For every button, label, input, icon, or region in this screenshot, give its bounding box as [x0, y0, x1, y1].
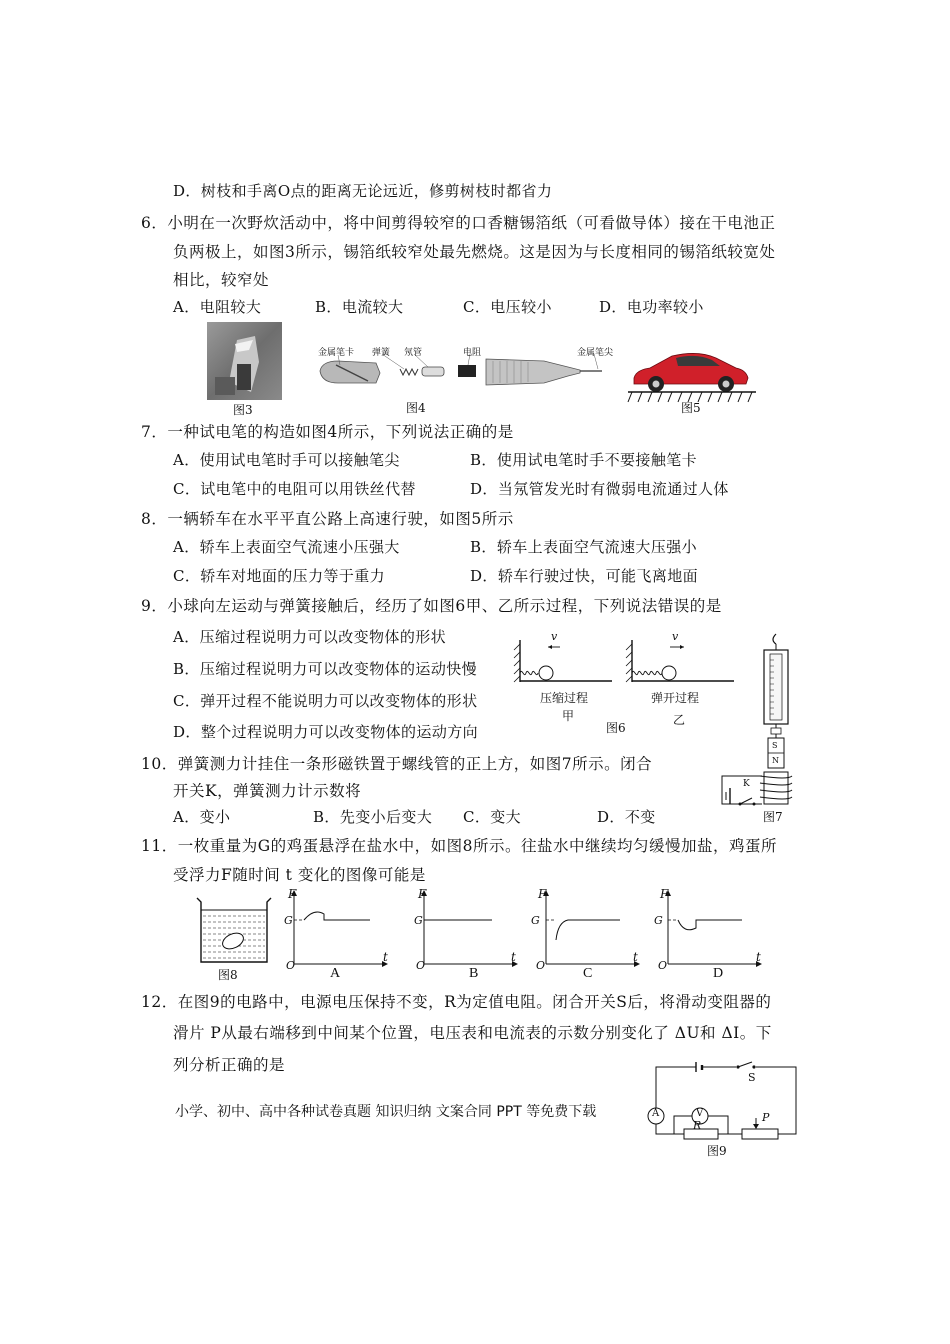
- graph-c-origin: O: [536, 959, 546, 972]
- figure-3-photo: [207, 322, 282, 400]
- figure-6-left-velocity: v: [551, 630, 558, 643]
- q11-line1: 11．一枚重量为G的鸡蛋悬浮在盐水中，如图8所示。往盐水中继续均匀缓慢加盐，鸡蛋所: [141, 837, 777, 855]
- q5-option-d: D．树枝和手离O点的距离无论远近，修剪树枝时都省力: [173, 182, 553, 200]
- graph-a-axis-y: F: [288, 887, 297, 901]
- figure-9-voltmeter-label: V: [696, 1108, 704, 1119]
- q6-option-a: A．电阻较大: [173, 298, 262, 316]
- q7-stem: 7．一种试电笔的构造如图4所示，下列说法正确的是: [141, 423, 514, 441]
- graph-d-g-label: G: [654, 914, 663, 927]
- q12-line2: 滑片 P从最右端移到中间某个位置，电压表和电流表的示数分别变化了 ΔU和 ΔI。下: [173, 1024, 772, 1042]
- figure-3-caption: 图3: [233, 403, 253, 417]
- graph-d-origin: O: [658, 959, 668, 972]
- q8-option-a: A．轿车上表面空气流速小压强大: [173, 538, 400, 556]
- q8-stem: 8．一辆轿车在水平平直公路上高速行驶，如图5所示: [141, 510, 514, 528]
- figure-6-left-label: 压缩过程: [540, 691, 589, 705]
- q10-option-d: D．不变: [597, 808, 656, 826]
- figure-4-label-neon: 氖管: [404, 348, 423, 358]
- figure-6-right-velocity: v: [672, 630, 679, 643]
- figure-9-circuit: [644, 1062, 800, 1142]
- footer-download-text: 小学、初中、高中各种试卷真题 知识归纳 文案合同 PPT 等免费下载: [175, 1104, 597, 1120]
- graph-c-label: C: [583, 966, 593, 981]
- figure-4-caption: 图4: [406, 401, 426, 415]
- figure-9-ammeter-label: A: [652, 1108, 660, 1119]
- figure-7-pole-n: N: [772, 756, 779, 765]
- graph-b-axis-y: F: [418, 887, 427, 901]
- graph-a-axis-x: t: [383, 950, 388, 964]
- q6-option-c: C．电压较小: [463, 298, 552, 316]
- figure-7-switch-label: K: [743, 779, 750, 789]
- q6-option-b: B．电流较大: [315, 298, 404, 316]
- graph-c: [532, 890, 642, 970]
- q12-line1: 12．在图9的电路中，电源电压保持不变，R为定值电阻。闭合开关S后，将滑动变阻器的: [141, 993, 772, 1011]
- graph-b-g-label: G: [414, 914, 423, 927]
- q9-option-c: C．弹开过程不能说明力可以改变物体的形状: [173, 692, 478, 710]
- graph-b-label: B: [469, 966, 479, 981]
- graph-c-axis-y: F: [538, 887, 547, 901]
- graph-a-g-label: G: [284, 914, 293, 927]
- graph-d-axis-x: t: [756, 950, 761, 964]
- figure-6-right-label: 弹开过程: [651, 691, 700, 705]
- graph-d-label: D: [713, 966, 724, 981]
- graph-a-origin: O: [286, 959, 296, 972]
- figure-7-caption: 图7: [763, 810, 783, 824]
- graph-d: [654, 890, 764, 970]
- q10-line2: 开关K，弹簧测力计示数将: [173, 782, 362, 800]
- q8-option-d: D．轿车行驶过快，可能飞离地面: [470, 567, 699, 585]
- q9-option-d: D．整个过程说明力可以改变物体的运动方向: [173, 723, 479, 741]
- figure-8-caption: 图8: [218, 968, 238, 982]
- q8-option-b: B．轿车上表面空气流速大压强小: [470, 538, 698, 556]
- q6-line1: 6．小明在一次野炊活动中，将中间剪得较窄的口香糖锡箔纸（可看做导体）接在干电池正: [141, 214, 776, 232]
- graph-a-label: A: [330, 966, 341, 981]
- q9-stem: 9．小球向左运动与弹簧接触后，经历了如图6甲、乙所示过程，下列说法错误的是: [141, 597, 722, 615]
- q6-line2: 负两极上，如图3所示，锡箔纸较窄处最先燃烧。这是因为与长度相同的锡箔纸较宽处: [173, 243, 776, 261]
- q6-option-d: D．电功率较小: [599, 298, 704, 316]
- figure-6-caption: 图6: [606, 721, 626, 735]
- q10-option-a: A．变小: [173, 808, 231, 826]
- q10-option-b: B．先变小后变大: [313, 808, 433, 826]
- figure-5-car: [628, 348, 756, 406]
- q11-line2: 受浮力F随时间 t 变化的图像可能是: [173, 866, 426, 884]
- graph-d-axis-y: F: [660, 887, 669, 901]
- graph-b-origin: O: [416, 959, 426, 972]
- graph-a: [284, 890, 389, 970]
- q7-option-a: A．使用试电笔时手可以接触笔尖: [173, 451, 400, 469]
- q10-option-c: C．变大: [463, 808, 522, 826]
- figure-7-spring-scale: [716, 634, 816, 806]
- figure-5-caption: 图5: [681, 401, 701, 415]
- graph-c-axis-x: t: [633, 950, 638, 964]
- figure-9-switch-label: S: [748, 1071, 756, 1084]
- q8-option-c: C．轿车对地面的压力等于重力: [173, 567, 386, 585]
- q10-line1: 10．弹簧测力计挂住一条形磁铁置于螺线管的正上方，如图7所示。闭合: [141, 755, 653, 773]
- figure-6-spring-ball: [512, 632, 742, 688]
- figure-9-resistor-label: R: [693, 1119, 702, 1132]
- figure-7-pole-s: S: [772, 741, 778, 750]
- q7-option-d: D．当氖管发光时有微弱电流通过人体: [470, 480, 729, 498]
- figure-4-label-pen-clip: 金属笔卡: [318, 348, 355, 358]
- figure-8-beaker: [195, 896, 271, 966]
- q9-option-b: B．压缩过程说明力可以改变物体的运动快慢: [173, 660, 478, 678]
- graph-c-g-label: G: [531, 914, 540, 927]
- figure-4-label-resistor: 电阻: [463, 348, 482, 358]
- q9-option-a: A．压缩过程说明力可以改变物体的形状: [173, 628, 447, 646]
- figure-4-label-spring: 弹簧: [372, 348, 391, 358]
- graph-b-axis-x: t: [511, 950, 516, 964]
- figure-4-label-pen-tip: 金属笔尖: [577, 348, 614, 358]
- figure-6-left-sub: 甲: [562, 709, 575, 723]
- figure-6-right-sub: 乙: [673, 713, 686, 727]
- q7-option-b: B．使用试电笔时手不要接触笔卡: [470, 451, 698, 469]
- q7-option-c: C．试电笔中的电阻可以用铁丝代替: [173, 480, 416, 498]
- figure-9-slider-label: P: [762, 1111, 770, 1124]
- graph-b: [414, 890, 519, 970]
- figure-9-caption: 图9: [707, 1144, 727, 1158]
- q6-line3: 相比，较窄处: [173, 271, 270, 289]
- q12-line3: 列分析正确的是: [173, 1056, 286, 1074]
